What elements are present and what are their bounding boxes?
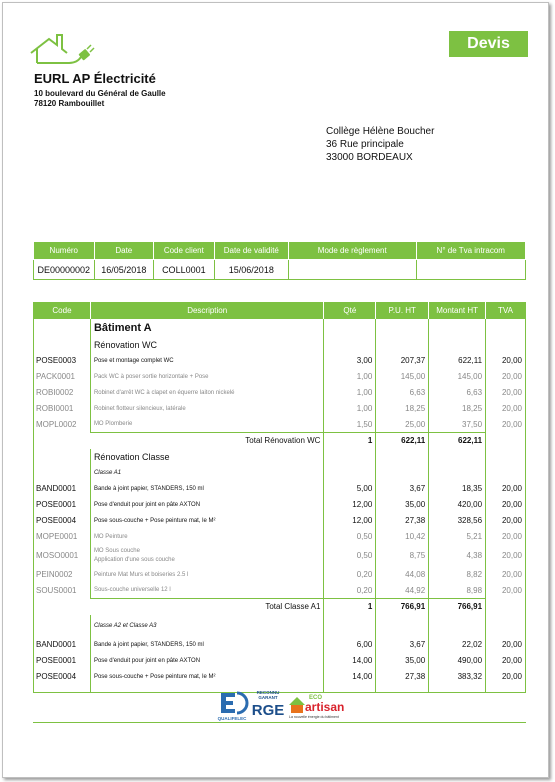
line-qty: 6,00 [324,637,376,653]
info-header-number: Numéro [34,242,95,260]
line-code [34,433,91,449]
line-code: ROBI0001 [36,404,74,413]
line-description: Pose d'enduit pour joint en pâte AXTON [90,653,324,669]
line-unit-price [376,337,429,353]
line-description: Pose sous-couche + Pose peinture mat, le M² [90,513,324,529]
line-qty [324,319,376,337]
line-unit-price: 8,75 [376,545,429,567]
line-amount [429,337,486,353]
line-unit-price: 6,63 [376,385,429,401]
line-vat [486,319,526,337]
line-amount: 328,56 [429,513,486,529]
line-vat: 20,00 [486,653,526,669]
quote-info-table [33,241,526,280]
line-amount [429,449,486,465]
line-vat: 20,00 [486,353,526,369]
lines-header-vat: TVA [486,303,526,319]
line-qty [324,615,376,637]
line-unit-price: 18,25 [376,401,429,417]
quote-info-header-row [34,242,526,260]
line-vat: 20,00 [486,497,526,513]
line-unit-price: 766,91 [376,599,429,615]
line-amount [429,465,486,481]
filler-cell [376,685,429,693]
line-unit-price: 35,00 [376,497,429,513]
line-unit-price: 35,00 [376,653,429,669]
company-address-line1: 10 boulevard du Général de Gaulle [34,89,166,98]
table-row [34,481,526,497]
line-qty: 0,20 [324,583,376,599]
group-heading-row [34,615,526,637]
quote-lines-header-row [34,303,526,319]
line-amount: 18,25 [429,401,486,417]
line-qty: 3,00 [324,353,376,369]
line-code [34,337,91,353]
line-amount: 622,11 [429,433,486,449]
line-vat: 20,00 [486,417,526,433]
table-row [34,417,526,433]
line-unit-price [376,615,429,637]
line-description: Pose d'enduit pour joint en pâte AXTON [90,497,324,513]
line-description: Pose et montage complet WC [90,353,324,369]
info-value-client-code: COLL0001 [154,260,215,280]
quote-lines-body [34,319,526,693]
quote-info-value-row [34,260,526,280]
lines-header-unit-price: P.U. HT [376,303,429,319]
line-unit-price [376,465,429,481]
line-description: Total Rénovation WC [90,433,324,449]
line-qty: 1,00 [324,385,376,401]
line-amount: 622,11 [429,353,486,369]
line-amount: 22,02 [429,637,486,653]
line-vat [486,599,526,615]
line-amount: 145,00 [429,369,486,385]
section-heading-row [34,319,526,337]
line-description: Robinet flotteur silencieux, latérale [90,401,324,417]
line-qty [324,337,376,353]
line-description: Pose sous-couche + Pose peinture mat, le M² [90,669,324,685]
eco-artisan-logo-icon [287,689,345,721]
line-amount: 6,63 [429,385,486,401]
info-value-payment-mode [289,260,417,280]
line-qty: 1 [324,599,376,615]
line-description: Bande à joint papier, STANDERS, 150 ml [90,637,324,653]
line-code [34,319,91,337]
line-qty: 12,00 [324,497,376,513]
document-type-badge: Devis [449,31,528,57]
line-amount: 5,21 [429,529,486,545]
line-vat: 20,00 [486,583,526,599]
line-unit-price [376,449,429,465]
line-vat [486,433,526,449]
line-amount: 490,00 [429,653,486,669]
line-description: Classe A2 et Classe A3 [90,615,324,637]
line-amount: 8,98 [429,583,486,599]
line-vat: 20,00 [486,637,526,653]
company-address-line2: 78120 Rambouillet [34,99,105,108]
line-description: Pack WC à poser sortie horizontale + Pose [90,369,324,385]
line-vat [486,615,526,637]
line-qty: 14,00 [324,653,376,669]
line-amount: 420,00 [429,497,486,513]
line-code: POSE0004 [36,672,77,681]
company-name: EURL AP Électricité [34,71,156,86]
line-unit-price: 27,38 [376,513,429,529]
line-description: Total Classe A1 [90,599,324,615]
line-description: Bande à joint papier, STANDERS, 150 ml [90,481,324,497]
line-vat: 20,00 [486,529,526,545]
line-description: Rénovation Classe [90,449,324,465]
line-unit-price: 145,00 [376,369,429,385]
eco-top-label: ECO [309,695,323,701]
lines-header-description: Description [90,303,324,319]
line-code [34,465,91,481]
line-unit-price: 10,42 [376,529,429,545]
subsection-heading-row [34,449,526,465]
line-code [34,449,91,465]
line-amount: 4,38 [429,545,486,567]
line-vat [486,449,526,465]
line-description: Rénovation WC [90,337,324,353]
line-vat [486,465,526,481]
line-code: POSE0004 [36,516,77,525]
info-header-vat-number: N° de Tva intracom [416,242,525,260]
line-code [34,599,91,615]
line-code: PACK0001 [36,372,75,381]
line-code [34,615,91,637]
line-description: MO Peinture [90,529,324,545]
eco-tagline: La nouvelle énergie du bâtiment [289,715,339,719]
qualifelec-logo-icon [215,689,249,721]
line-code: BAND0001 [36,484,77,493]
line-vat: 20,00 [486,401,526,417]
table-row [34,385,526,401]
line-unit-price: 44,92 [376,583,429,599]
line-qty: 1,50 [324,417,376,433]
info-value-number: DE00000002 [34,260,95,280]
line-code: SOUS0001 [36,586,77,595]
info-value-validity-date: 15/06/2018 [214,260,288,280]
info-value-date: 16/05/2018 [94,260,154,280]
line-description-detail: Application d'une sous couche [93,556,175,563]
line-unit-price: 27,38 [376,669,429,685]
line-vat: 20,00 [486,385,526,401]
quote-lines-table [33,302,526,693]
line-code: MOPL0002 [36,420,77,429]
line-qty: 0,50 [324,545,376,567]
lines-header-code: Code [34,303,91,319]
line-unit-price: 3,67 [376,637,429,653]
eco-label: artisan [305,700,345,714]
line-unit-price [376,319,429,337]
house-plug-logo-icon [29,31,109,67]
line-code: BAND0001 [36,640,77,649]
line-qty: 5,00 [324,481,376,497]
line-amount: 383,32 [429,669,486,685]
line-description: MO Plomberie [90,417,324,433]
info-header-client-code: Code client [154,242,215,260]
filler-cell [429,685,486,693]
rge-top-label: RECONNU [256,690,280,695]
table-row [34,637,526,653]
line-description-main: MO Sous couche [93,547,140,554]
line-qty: 1 [324,433,376,449]
info-value-vat-number [416,260,525,280]
line-unit-price: 622,11 [376,433,429,449]
table-row [34,369,526,385]
line-code: POSE0001 [36,500,77,509]
line-amount: 18,35 [429,481,486,497]
line-code: MOPE0001 [36,532,78,541]
line-amount [429,615,486,637]
line-vat: 20,00 [486,669,526,685]
line-unit-price: 207,37 [376,353,429,369]
client-address-line2: 33000 BORDEAUX [326,152,413,163]
line-qty: 0,20 [324,567,376,583]
filler-cell [34,685,91,693]
line-qty [324,449,376,465]
rge-mid-label: GARANT [258,695,278,700]
line-qty: 0,50 [324,529,376,545]
line-code: MOSO0001 [36,551,79,560]
line-description: Bâtiment A [90,319,324,337]
line-qty: 1,00 [324,401,376,417]
lines-header-qty: Qté [324,303,376,319]
rge-label: RGE [251,702,285,719]
info-header-validity-date: Date de validité [214,242,288,260]
subtotal-row [34,433,526,449]
table-row [34,529,526,545]
line-vat: 20,00 [486,567,526,583]
group-heading-row [34,465,526,481]
line-qty: 14,00 [324,669,376,685]
line-amount: 8,82 [429,567,486,583]
line-description: Peinture Mat Murs et boiseries 2.5 l [90,567,324,583]
lines-header-amount: Montant HT [429,303,486,319]
line-code: PEIN0002 [36,570,73,579]
line-code: ROBI0002 [36,388,74,397]
line-code: POSE0001 [36,656,77,665]
rge-logo-icon [250,689,286,721]
line-qty: 1,00 [324,369,376,385]
table-row [34,513,526,529]
client-address-line1: 36 Rue principale [326,139,404,150]
table-row [34,545,526,567]
line-description: Sous-couche universelle 12 l [90,583,324,599]
filler-cell [486,685,526,693]
table-row [34,583,526,599]
line-vat: 20,00 [486,369,526,385]
line-unit-price: 44,08 [376,567,429,583]
table-row [34,669,526,685]
qualifelec-label: QUALIFELEC [217,716,247,721]
line-vat [486,337,526,353]
line-vat: 20,00 [486,545,526,567]
footer-divider [33,722,526,723]
line-unit-price: 25,00 [376,417,429,433]
line-qty: 12,00 [324,513,376,529]
table-row [34,353,526,369]
line-description: Robinet d'arrêt WC à clapet en équerre laiton nickelé [90,385,324,401]
info-header-payment-mode: Mode de règlement [289,242,417,260]
line-vat: 20,00 [486,513,526,529]
subsection-heading-row [34,337,526,353]
line-vat: 20,00 [486,481,526,497]
line-qty [324,465,376,481]
line-code: POSE0003 [36,356,77,365]
line-description [90,545,324,567]
line-amount: 766,91 [429,599,486,615]
table-row [34,567,526,583]
line-amount [429,319,486,337]
subtotal-row [34,599,526,615]
line-description: Classe A1 [90,465,324,481]
table-row [34,497,526,513]
line-unit-price: 3,67 [376,481,429,497]
client-name: Collège Hélène Boucher [326,126,435,137]
line-amount: 37,50 [429,417,486,433]
table-row [34,653,526,669]
devis-page [2,2,549,778]
table-row [34,401,526,417]
info-header-date: Date [94,242,154,260]
